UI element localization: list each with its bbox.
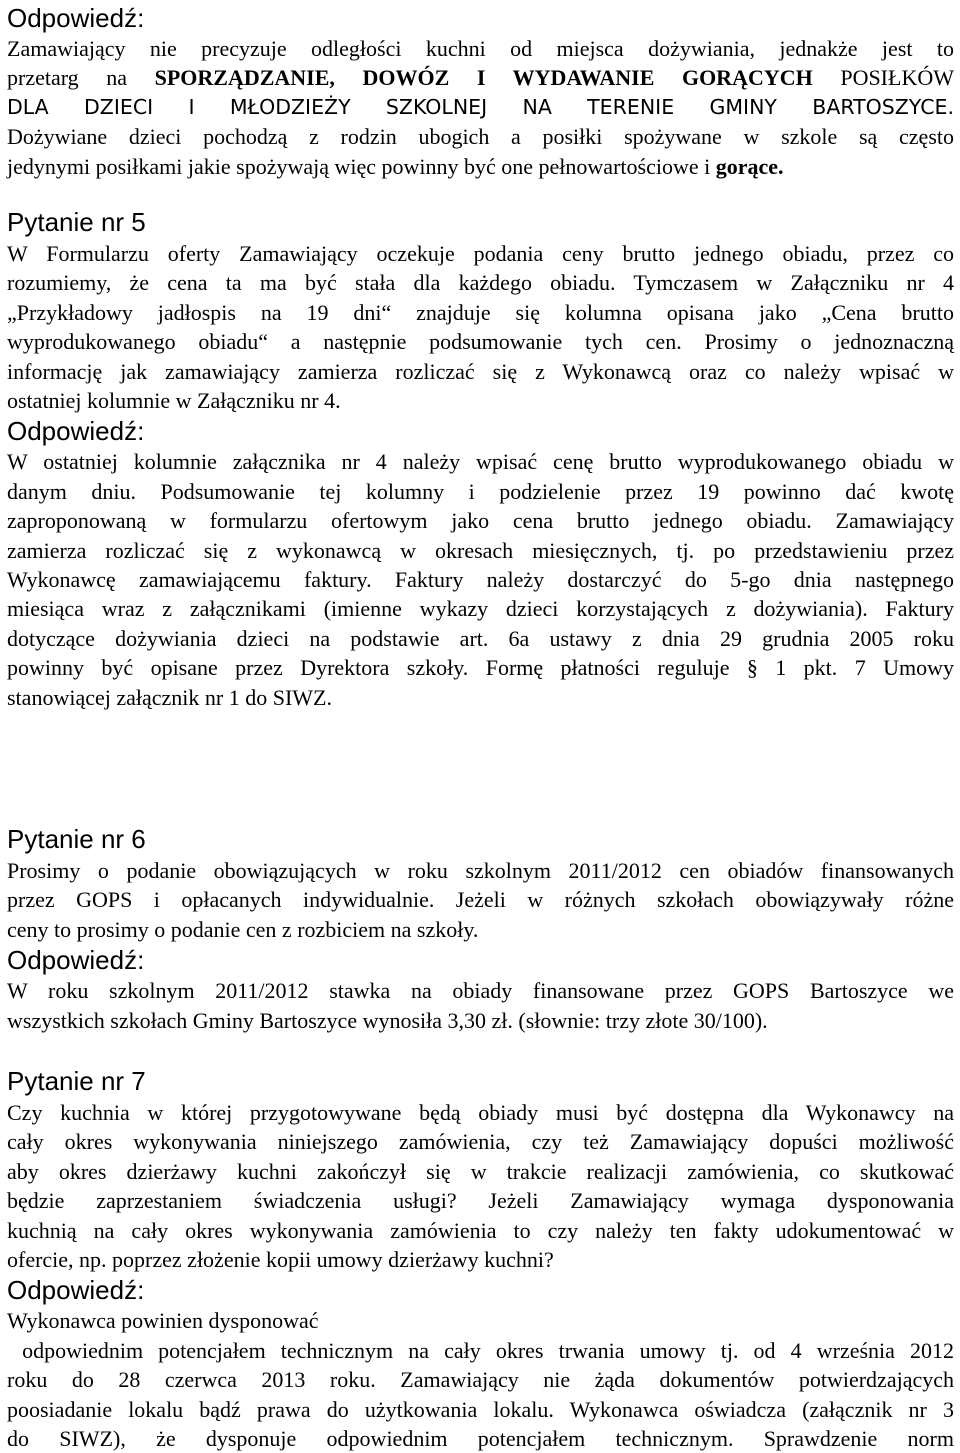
answer-7-label: Odpowiedź: (7, 1275, 145, 1306)
question-5-block (7, 205, 954, 712)
tender-subject-bold: SPORZĄDZANIE, DOWÓZ I WYDAWANIE GORĄCYCH (154, 65, 813, 91)
answer-7-line-4: poosiadanie lokalu bądź prawa do użytkowania lokalu. Wykonawca oświadcza (załącznik nr 3 (7, 1396, 954, 1422)
question-7-block (7, 1064, 954, 1453)
question-6-heading: Pytanie nr 6 (7, 824, 146, 854)
answer-7-line-1: Wykonawca powinien dysponować (7, 1308, 319, 1334)
answer-4-line-1: Zamawiający nie precyzuje odległości kuchni od miejsca dożywiania, jednakże jest to (7, 36, 954, 61)
answer-5-line-2: danym dniu. Podsumowanie tej kolumny i podzielenie przez 19 powinno dać kwotę (7, 478, 954, 504)
question-6-line-1: Prosimy o podanie obowiązujących w roku szkolnym 2011/2012 cen obiadów finansowanych (7, 858, 954, 883)
answer-4-line-2: przetarg na SPORZĄDZANIE, DOWÓZ I WYDAWANIE GORĄCYCH POSIŁKÓW (7, 65, 954, 91)
question-7-heading: Pytanie nr 7 (7, 1066, 146, 1096)
answer-7-line-3: roku do 28 czerwca 2013 roku. Zamawiający nie żąda dokumentów potwierdzających (7, 1367, 954, 1393)
answer-5-line-8: powinny być opisane przez Dyrektora szkoły. Formę płatności reguluje § 1 pkt. 7 Umowy (7, 655, 954, 681)
hot-bold: gorące. (715, 153, 784, 179)
answer-5-line-4: zamierza rozliczać się z wykonawcą w okresach miesięcznych, tj. po przedstawieniu przez (7, 537, 954, 563)
answer-5-line-3: zaproponowaną w formularzu ofertowym jako cena brutto jednego obiadu. Zamawiający (7, 508, 954, 534)
answer-4-label: Odpowiedź: (7, 3, 145, 33)
question-5-line-3: „Przykładowy jadłospis na 19 dni“ znajduje się kolumna opisana jako „Cena brutto (7, 299, 954, 325)
answer-4-block (7, 2, 954, 181)
answer-6-line-1: W roku szkolnym 2011/2012 stawka na obiady finansowane przez GOPS Bartoszyce we (7, 978, 954, 1004)
question-5-heading: Pytanie nr 5 (7, 207, 146, 237)
question-7-line-1: Czy kuchnia w której przygotowywane będą obiady musi być dostępna dla Wykonawcy na (7, 1100, 954, 1125)
answer-5-label: Odpowiedź: (7, 416, 145, 447)
answer-5-line-5: Wykonawcę zamawiającemu faktury. Faktury należy dostarczyć do 5-go dnia następnego (7, 567, 954, 593)
question-5-line-4: wyprodukowanego obiadu“ a następnie podsumowanie tych cen. Prosimy o jednoznaczną (7, 329, 954, 355)
answer-6-label: Odpowiedź: (7, 945, 145, 976)
question-7-line-3: aby okres dzierżawy kuchni zakończył się w trakcie realizacji zamówienia, co skutkować (7, 1158, 954, 1184)
answer-7-line-2: odpowiednim potencjałem technicznym na cały okres trwania umowy tj. od 4 września 2012 (7, 1337, 954, 1363)
question-7-line-4: będzie zaprzestaniem świadczenia usługi? Jeżeli Zamawiający wymaga dysponowania (7, 1188, 954, 1214)
answer-7-line-5: do SIWZ), że dysponuje odpowiednim potencjałem technicznym. Sprawdzenie norm (7, 1426, 954, 1452)
answer-5-line-7: dotyczące dożywiania dzieci na podstawie art. 6a ustawy z dnia 29 grudnia 2005 roku (7, 625, 954, 651)
question-7-line-5: kuchnią na cały okres wykonywania zamówienia to czy należy ten fakty udokumentować w (7, 1217, 954, 1243)
answer-4-line-5: jedynymi posiłkami jakie spożywają więc powinny być one pełnowartościowe i gorące. (7, 153, 784, 179)
answer-4-line-4: Dożywiane dzieci pochodzą z rodzin ubogich a posiłki spożywane w szkole są często (7, 124, 954, 150)
question-7-line-6: ofercie, np. poprzez złożenie kopii umowy dzierżawy kuchni? (7, 1247, 554, 1273)
question-5-line-6: ostatniej kolumnie w Załączniku nr 4. (7, 388, 341, 414)
answer-6-line-2: wszystkich szkołach Gminy Bartoszyce wynosiła 3,30 zł. (słownie: trzy złote 30/100). (7, 1007, 768, 1033)
question-6-line-3: ceny to prosimy o podanie cen z rozbiciem na szkoły. (7, 916, 479, 942)
question-5-line-1: W Formularzu oferty Zamawiający oczekuje podania ceny brutto jednego obiadu, przez co (7, 241, 954, 266)
answer-5-line-9: stanowiącej załącznik nr 1 do SIWZ. (7, 684, 332, 710)
question-6-line-2: przez GOPS i opłacanych indywidualnie. Jeżeli w różnych szkołach obowiązywały różne (7, 887, 954, 913)
question-5-line-2: rozumiemy, że cena ta ma być stała dla każdego obiadu. Tymczasem w Załączniku nr 4 (7, 270, 955, 296)
question-6-block (7, 822, 954, 1035)
answer-5-line-1: W ostatniej kolumnie załącznika nr 4 należy wpisać cenę brutto wyprodukowanego obiadu w (7, 449, 954, 475)
answer-5-line-6: miesiąca wraz z załącznikami (imienne wykazy dzieci korzystających z dożywiania). Faktury (7, 596, 954, 622)
question-5-line-5: informację jak zamawiający zamierza rozliczać się z Wykonawcą oraz co należy wpisać w (7, 358, 954, 384)
answer-4-line-3: DLA DZIECI I MŁODZIEŻY SZKOLNEJ NA TERENIE GMINY BARTOSZYCE. (7, 94, 954, 119)
question-7-line-2: cały okres wykonywania niniejszego zamówienia, czy też Zamawiający dopuści możliwość (7, 1129, 954, 1155)
